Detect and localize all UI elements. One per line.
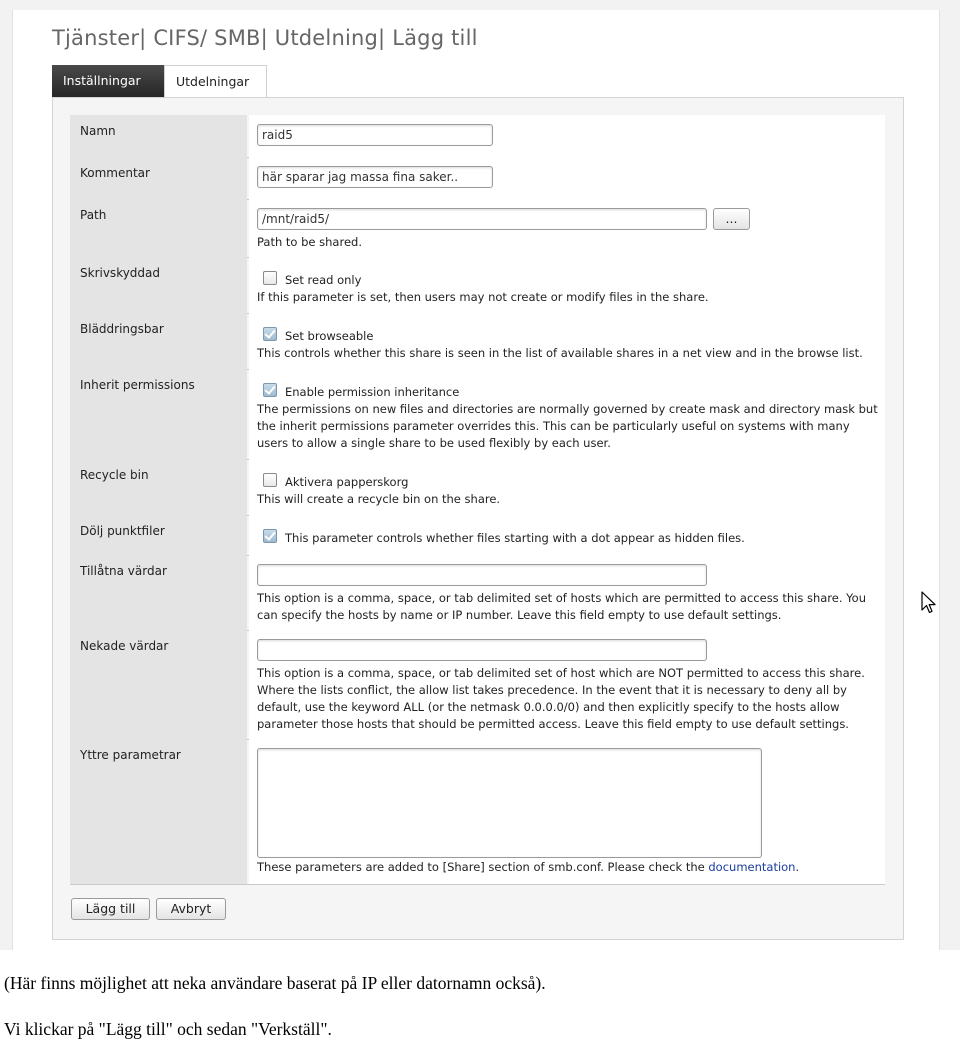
auxparams-help-suffix: . — [795, 860, 800, 874]
name-cell — [249, 115, 885, 157]
inherit-checkbox-label: Enable permission inheritance — [285, 385, 460, 399]
auxparams-textarea[interactable] — [257, 748, 762, 858]
recycle-checkbox[interactable] — [263, 473, 277, 487]
inherit-cell — [249, 369, 885, 459]
row-hosts-allow — [70, 555, 885, 631]
path-input[interactable] — [257, 208, 707, 230]
tab-settings[interactable]: Inställningar — [52, 65, 164, 97]
row-recycle-bin — [70, 459, 885, 516]
hostsdeny-help-line: This option is a comma, space, or tab delimited set of host which are NOT permitted to access this share. — [257, 666, 865, 680]
browseable-checkbox-label: Set browseable — [285, 329, 374, 343]
comment-label: Kommentar — [70, 157, 247, 199]
comment-cell — [249, 157, 885, 199]
mouse-cursor-icon — [920, 590, 938, 616]
path-label: Path — [70, 199, 247, 257]
tab-shares[interactable]: Utdelningar — [164, 65, 267, 97]
hostsallow-help-line: This option is a comma, space, or tab delimited set of hosts which are permitted to access this share. You — [257, 591, 866, 605]
path-help: Path to be shared. — [257, 235, 362, 249]
caption-line: (Här finns möjlighet att neka användare baserat på IP eller datornamn också). — [4, 973, 546, 993]
comment-input[interactable] — [257, 166, 493, 188]
name-input[interactable] — [257, 124, 493, 146]
recycle-label: Recycle bin — [70, 459, 247, 515]
readonly-cell — [249, 257, 885, 313]
browseable-help: This controls whether this share is seen in the list of available shares in a net view and in the browse list. — [257, 346, 863, 360]
cancel-button[interactable]: Avbryt — [156, 898, 226, 920]
inherit-label: Inherit permissions — [70, 369, 247, 459]
hostsallow-label: Tillåtna värdar — [70, 555, 247, 630]
inherit-help-line: users to allow a single share to be used flexibly by each user. — [257, 436, 611, 450]
hostsallow-help-line: can specify the hosts by name or IP number. Leave this field empty to use default settings. — [257, 608, 782, 622]
hostsdeny-help-line: Where the lists conflict, the allow list takes precedence. In the event that it is necessary to deny all by — [257, 683, 847, 697]
row-readonly — [70, 257, 885, 314]
name-label: Namn — [70, 115, 247, 157]
hidedot-checkbox[interactable] — [263, 529, 277, 543]
hosts-allow-input[interactable] — [257, 564, 707, 586]
row-path — [70, 199, 885, 258]
browseable-cell — [249, 313, 885, 369]
readonly-help: If this parameter is set, then users may not create or modify files in the share. — [257, 290, 709, 304]
hostsdeny-help-line: parameter those hosts that should be permitted access. Leave this field empty to use default settings. — [257, 717, 849, 731]
browse-button[interactable]: ... — [713, 208, 750, 230]
row-hide-dot-files — [70, 515, 885, 556]
row-browseable — [70, 313, 885, 370]
hostsallow-cell — [249, 555, 885, 630]
readonly-checkbox[interactable] — [263, 271, 277, 285]
auxparams-label: Yttre parametrar — [70, 739, 247, 884]
row-hosts-deny — [70, 630, 885, 740]
recycle-checkbox-label: Aktivera papperskorg — [285, 475, 409, 489]
hosts-deny-input[interactable] — [257, 639, 707, 661]
documentation-link[interactable]: documentation — [708, 860, 796, 874]
auxparams-cell — [249, 739, 885, 884]
recycle-cell — [249, 459, 885, 515]
hostsdeny-label: Nekade värdar — [70, 630, 247, 739]
row-auxiliary-parameters — [70, 739, 885, 885]
inherit-checkbox[interactable] — [263, 383, 277, 397]
row-comment — [70, 157, 885, 200]
hidedot-cell — [249, 515, 885, 555]
readonly-checkbox-label: Set read only — [285, 273, 362, 287]
hostsdeny-cell — [249, 630, 885, 739]
row-name — [70, 115, 885, 158]
page-title: Tjänster| CIFS/ SMB| Utdelning| Lägg till — [52, 26, 478, 50]
add-button[interactable]: Lägg till — [71, 898, 150, 920]
hidedot-checkbox-label: This parameter controls whether files starting with a dot appear as hidden files. — [285, 531, 745, 545]
hidedot-label: Dölj punktfiler — [70, 515, 247, 555]
row-inherit-permissions — [70, 369, 885, 460]
caption-line: Vi klickar på "Lägg till" och sedan "Verkställ". — [4, 1019, 332, 1039]
auxparams-help-text: These parameters are added to [Share] section of smb.conf. Please check the — [257, 860, 709, 874]
browseable-checkbox[interactable] — [263, 327, 277, 341]
browseable-label: Bläddringsbar — [70, 313, 247, 369]
inherit-help-line: The permissions on new files and directories are normally governed by create mask and directory mask but — [257, 402, 878, 416]
hostsdeny-help-line: default, use the keyword ALL (or the netmask 0.0.0.0/0) and then explicitly specify to the hosts allow — [257, 700, 840, 714]
readonly-label: Skrivskyddad — [70, 257, 247, 313]
auxparams-help — [257, 859, 799, 876]
tab-bar — [52, 65, 267, 97]
recycle-help: This will create a recycle bin on the share. — [257, 492, 501, 506]
path-cell — [249, 199, 885, 257]
inherit-help-line: the inherit permissions parameter overrides this. This can be particularly useful on systems with many — [257, 419, 850, 433]
